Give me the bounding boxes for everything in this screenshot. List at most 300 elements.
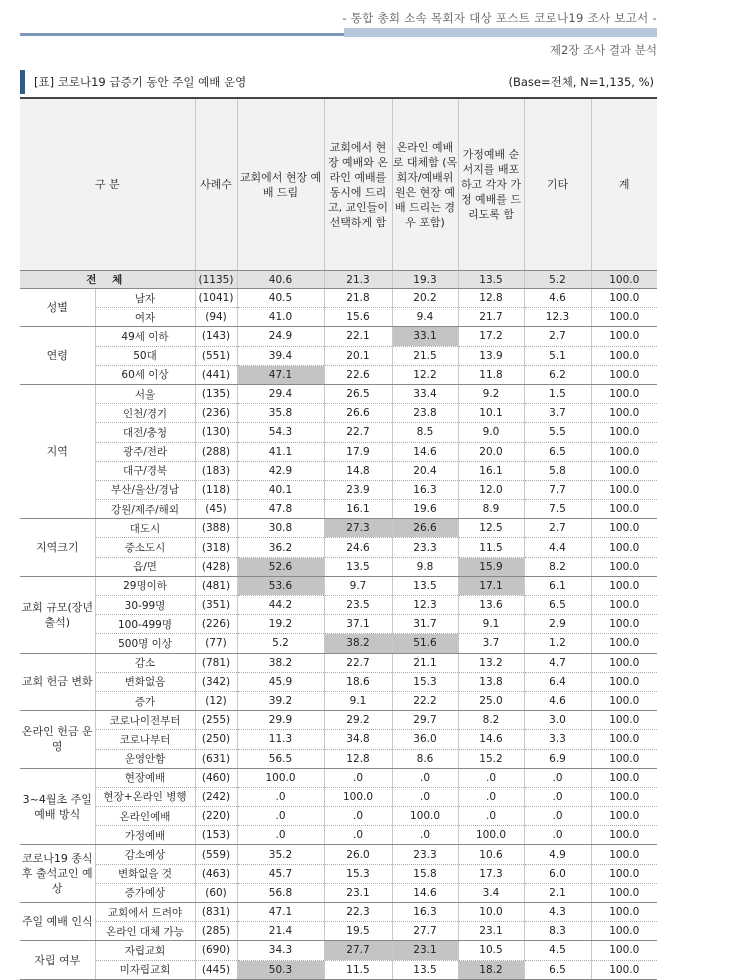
- row-value: 13.5: [392, 576, 458, 595]
- row-value: 8.5: [392, 423, 458, 442]
- row-value: 13.5: [324, 557, 392, 576]
- table-row: [20, 308, 657, 327]
- row-value: 100.0: [591, 672, 657, 691]
- row-value: 100.0: [591, 691, 657, 710]
- row-value: 26.5: [324, 384, 392, 403]
- row-value: 6.9: [524, 749, 591, 768]
- row-value: 1.5: [524, 384, 591, 403]
- row-value: 15.3: [324, 864, 392, 883]
- row-value: 13.9: [458, 346, 524, 365]
- row-n: (831): [195, 903, 237, 922]
- row-n: (60): [195, 883, 237, 902]
- row-value: 22.2: [392, 691, 458, 710]
- row-value: .0: [392, 768, 458, 787]
- total-n: (1135): [195, 271, 237, 289]
- row-n: (12): [195, 691, 237, 710]
- row-value: 12.5: [458, 519, 524, 538]
- row-value: 13.2: [458, 653, 524, 672]
- col-header-home: 가정예배 순서지를 배포하고 각자 가정 예배를 드리도록 함: [458, 98, 524, 271]
- row-sub-label: 변화없을 것: [95, 864, 195, 883]
- table-row: [20, 557, 657, 576]
- row-value: 34.8: [324, 730, 392, 749]
- row-sub-label: 미자립교회: [95, 960, 195, 979]
- row-value: 19.2: [237, 615, 324, 634]
- row-value: 14.6: [392, 883, 458, 902]
- row-sub-label: 여자: [95, 308, 195, 327]
- row-group-label: 코로나19 종식 후 출석교인 예상: [20, 845, 95, 903]
- row-value: 5.5: [524, 423, 591, 442]
- row-value: 6.5: [524, 960, 591, 979]
- row-value: 100.0: [591, 365, 657, 384]
- table-row: [20, 634, 657, 653]
- row-value: 100.0: [237, 768, 324, 787]
- row-value: 40.5: [237, 289, 324, 308]
- col-header-other: 기타: [524, 98, 591, 271]
- row-value: 27.7: [392, 922, 458, 941]
- table-row: [20, 289, 657, 308]
- row-n: (388): [195, 519, 237, 538]
- row-value: 4.6: [524, 289, 591, 308]
- row-value: 17.9: [324, 442, 392, 461]
- row-n: (77): [195, 634, 237, 653]
- row-n: (551): [195, 346, 237, 365]
- row-n: (242): [195, 787, 237, 806]
- row-value: 100.0: [591, 480, 657, 499]
- row-sub-label: 29명이하: [95, 576, 195, 595]
- header-row: [20, 98, 657, 271]
- table-row: [20, 480, 657, 499]
- row-n: (226): [195, 615, 237, 634]
- row-value: 100.0: [591, 500, 657, 519]
- row-sub-label: 읍/면: [95, 557, 195, 576]
- row-n: (143): [195, 327, 237, 346]
- row-sub-label: 온라인예배: [95, 807, 195, 826]
- row-sub-label: 서울: [95, 384, 195, 403]
- row-value: 40.1: [237, 480, 324, 499]
- table-row: [20, 423, 657, 442]
- row-value: 20.4: [392, 461, 458, 480]
- col-header-onsite: 교회에서 현장 예배 드림: [237, 98, 324, 271]
- row-value: 100.0: [591, 289, 657, 308]
- row-sub-label: 500명 이상: [95, 634, 195, 653]
- row-value: 23.1: [458, 922, 524, 941]
- row-value: 21.5: [392, 346, 458, 365]
- row-sub-label: 현장예배: [95, 768, 195, 787]
- row-value: 9.1: [458, 615, 524, 634]
- row-value: 10.0: [458, 903, 524, 922]
- row-sub-label: 운영안함: [95, 749, 195, 768]
- row-value: 52.6: [237, 557, 324, 576]
- row-value: 7.5: [524, 500, 591, 519]
- row-value: 9.1: [324, 691, 392, 710]
- row-n: (351): [195, 596, 237, 615]
- chapter-label: 제2장 조사 결과 분석: [549, 43, 657, 57]
- row-n: (631): [195, 749, 237, 768]
- row-value: 12.2: [392, 365, 458, 384]
- row-group-label: 온라인 헌금 운영: [20, 711, 95, 769]
- row-group-label: 3~4월초 주일예배 방식: [20, 768, 95, 845]
- row-value: 50.3: [237, 960, 324, 979]
- row-value: 100.0: [591, 423, 657, 442]
- row-n: (463): [195, 864, 237, 883]
- row-value: 100.0: [591, 730, 657, 749]
- row-value: 33.1: [392, 327, 458, 346]
- row-sub-label: 100-499명: [95, 615, 195, 634]
- row-value: 3.0: [524, 711, 591, 730]
- row-value: 100.0: [591, 596, 657, 615]
- table-row: [20, 538, 657, 557]
- table-row: [20, 960, 657, 979]
- row-value: 18.2: [458, 960, 524, 979]
- caption-marker: [20, 70, 25, 94]
- row-value: 4.6: [524, 691, 591, 710]
- row-value: .0: [458, 768, 524, 787]
- row-value: 100.0: [591, 327, 657, 346]
- table-base-note: (Base=전체, N=1,135, %): [508, 75, 654, 89]
- row-value: .0: [524, 768, 591, 787]
- row-value: 26.0: [324, 845, 392, 864]
- row-value: 100.0: [324, 787, 392, 806]
- row-n: (135): [195, 384, 237, 403]
- row-value: 6.5: [524, 596, 591, 615]
- row-value: 100.0: [392, 807, 458, 826]
- row-n: (428): [195, 557, 237, 576]
- row-value: 100.0: [591, 960, 657, 979]
- table-row: [20, 384, 657, 403]
- row-sub-label: 현장+온라인 병행: [95, 787, 195, 806]
- row-value: 23.1: [324, 883, 392, 902]
- row-value: 26.6: [324, 404, 392, 423]
- total-value: 5.2: [524, 271, 591, 289]
- row-sub-label: 코로나부터: [95, 730, 195, 749]
- row-value: .0: [524, 787, 591, 806]
- row-value: 4.3: [524, 903, 591, 922]
- row-value: 33.4: [392, 384, 458, 403]
- row-n: (94): [195, 308, 237, 327]
- row-value: 100.0: [591, 787, 657, 806]
- row-value: 10.1: [458, 404, 524, 423]
- row-value: 11.5: [324, 960, 392, 979]
- table-body: [20, 271, 657, 980]
- row-n: (318): [195, 538, 237, 557]
- row-value: 24.6: [324, 538, 392, 557]
- row-value: 16.3: [392, 903, 458, 922]
- row-value: .0: [237, 787, 324, 806]
- row-value: 29.9: [237, 711, 324, 730]
- row-value: 30.8: [237, 519, 324, 538]
- row-value: 100.0: [591, 922, 657, 941]
- row-value: 29.2: [324, 711, 392, 730]
- row-value: 2.9: [524, 615, 591, 634]
- row-value: 17.2: [458, 327, 524, 346]
- row-n: (445): [195, 960, 237, 979]
- table-row: [20, 749, 657, 768]
- row-value: 29.4: [237, 384, 324, 403]
- row-n: (285): [195, 922, 237, 941]
- row-value: 100.0: [591, 807, 657, 826]
- row-value: 24.9: [237, 327, 324, 346]
- row-value: 2.7: [524, 519, 591, 538]
- col-header-sum: 계: [591, 98, 657, 271]
- row-value: 23.5: [324, 596, 392, 615]
- row-value: 29.7: [392, 711, 458, 730]
- row-sub-label: 인천/경기: [95, 404, 195, 423]
- row-value: 100.0: [591, 883, 657, 902]
- row-value: 42.9: [237, 461, 324, 480]
- row-value: 9.2: [458, 384, 524, 403]
- row-group-label: 주일 예배 인식: [20, 903, 95, 941]
- row-value: .0: [392, 787, 458, 806]
- row-value: 14.6: [392, 442, 458, 461]
- row-value: .0: [458, 787, 524, 806]
- total-value: 40.6: [237, 271, 324, 289]
- row-value: 100.0: [591, 404, 657, 423]
- row-sub-label: 대구/경북: [95, 461, 195, 480]
- row-group-label: 성별: [20, 289, 95, 327]
- total-value: 21.3: [324, 271, 392, 289]
- row-value: 38.2: [324, 634, 392, 653]
- row-value: 35.8: [237, 404, 324, 423]
- row-sub-label: 코로나이전부터: [95, 711, 195, 730]
- row-value: 17.3: [458, 864, 524, 883]
- row-n: (441): [195, 365, 237, 384]
- row-value: 13.5: [392, 960, 458, 979]
- row-value: 54.3: [237, 423, 324, 442]
- total-value: 13.5: [458, 271, 524, 289]
- row-value: 3.3: [524, 730, 591, 749]
- row-value: 23.9: [324, 480, 392, 499]
- row-n: (250): [195, 730, 237, 749]
- table-row: [20, 903, 657, 922]
- row-group-label: 지역크기: [20, 519, 95, 577]
- row-sub-label: 대도시: [95, 519, 195, 538]
- row-value: 45.7: [237, 864, 324, 883]
- row-value: 23.8: [392, 404, 458, 423]
- row-value: 47.1: [237, 365, 324, 384]
- row-value: 14.8: [324, 461, 392, 480]
- row-n: (288): [195, 442, 237, 461]
- row-n: (255): [195, 711, 237, 730]
- row-value: 4.7: [524, 653, 591, 672]
- row-sub-label: 변화없음: [95, 672, 195, 691]
- row-sub-label: 감소예상: [95, 845, 195, 864]
- row-value: 34.3: [237, 941, 324, 960]
- row-value: .0: [324, 826, 392, 845]
- table-row: [20, 845, 657, 864]
- table-row: [20, 768, 657, 787]
- col-header-category: 구 분: [20, 98, 195, 271]
- row-value: 15.3: [392, 672, 458, 691]
- row-value: .0: [458, 807, 524, 826]
- row-value: 6.4: [524, 672, 591, 691]
- row-value: 23.3: [392, 845, 458, 864]
- row-value: 19.6: [392, 500, 458, 519]
- header-bar-light: [344, 28, 657, 37]
- row-value: 25.0: [458, 691, 524, 710]
- row-value: 22.1: [324, 327, 392, 346]
- row-value: 36.0: [392, 730, 458, 749]
- row-value: 100.0: [591, 768, 657, 787]
- row-value: .0: [237, 826, 324, 845]
- report-title: - 통합 총회 소속 목회자 대상 포스트 코로나19 조사 보고서 -: [342, 11, 657, 25]
- row-sub-label: 교회에서 드려야: [95, 903, 195, 922]
- row-value: 11.3: [237, 730, 324, 749]
- row-value: 53.6: [237, 576, 324, 595]
- row-n: (130): [195, 423, 237, 442]
- row-value: 15.9: [458, 557, 524, 576]
- row-value: 16.3: [392, 480, 458, 499]
- row-value: 38.2: [237, 653, 324, 672]
- col-header-n: 사례수: [195, 98, 237, 271]
- row-value: 12.8: [324, 749, 392, 768]
- row-value: 22.6: [324, 365, 392, 384]
- row-value: 47.1: [237, 903, 324, 922]
- row-value: 6.2: [524, 365, 591, 384]
- row-value: 39.2: [237, 691, 324, 710]
- total-value: 19.3: [392, 271, 458, 289]
- row-value: 56.5: [237, 749, 324, 768]
- row-value: 7.7: [524, 480, 591, 499]
- row-value: 11.8: [458, 365, 524, 384]
- row-value: .0: [524, 826, 591, 845]
- row-value: 100.0: [591, 557, 657, 576]
- row-value: .0: [237, 807, 324, 826]
- row-value: 8.2: [524, 557, 591, 576]
- row-value: 6.1: [524, 576, 591, 595]
- table-row: [20, 730, 657, 749]
- row-sub-label: 감소: [95, 653, 195, 672]
- row-value: 10.5: [458, 941, 524, 960]
- row-value: 16.1: [324, 500, 392, 519]
- row-n: (45): [195, 500, 237, 519]
- table-row: [20, 596, 657, 615]
- results-table: [20, 97, 657, 980]
- row-value: 11.5: [458, 538, 524, 557]
- total-label: 전 체: [20, 271, 195, 289]
- row-value: 51.6: [392, 634, 458, 653]
- table-row: [20, 404, 657, 423]
- row-value: 8.6: [392, 749, 458, 768]
- row-sub-label: 가정예배: [95, 826, 195, 845]
- row-sub-label: 강원/제주/해외: [95, 500, 195, 519]
- row-value: 100.0: [591, 864, 657, 883]
- row-value: 15.6: [324, 308, 392, 327]
- row-value: 22.7: [324, 653, 392, 672]
- row-value: 4.5: [524, 941, 591, 960]
- table-row: [20, 883, 657, 902]
- row-value: 5.2: [237, 634, 324, 653]
- row-value: 27.7: [324, 941, 392, 960]
- row-value: 100.0: [591, 941, 657, 960]
- row-value: 100.0: [591, 826, 657, 845]
- row-value: .0: [392, 826, 458, 845]
- col-header-hybrid: 교회에서 현장 예배와 온라인 예배를 동시에 드리고, 교인들이 선택하게 함: [324, 98, 392, 271]
- table-row: [20, 691, 657, 710]
- table-row: [20, 653, 657, 672]
- row-value: 9.0: [458, 423, 524, 442]
- table-row: [20, 711, 657, 730]
- row-value: 45.9: [237, 672, 324, 691]
- row-value: 27.3: [324, 519, 392, 538]
- row-group-label: 교회 헌금 변화: [20, 653, 95, 711]
- row-value: 14.6: [458, 730, 524, 749]
- table-row: [20, 365, 657, 384]
- row-value: 44.2: [237, 596, 324, 615]
- row-value: 100.0: [591, 749, 657, 768]
- table-row: [20, 787, 657, 806]
- row-value: 100.0: [591, 442, 657, 461]
- row-value: 36.2: [237, 538, 324, 557]
- table-row: [20, 922, 657, 941]
- row-value: 22.3: [324, 903, 392, 922]
- row-sub-label: 60세 이상: [95, 365, 195, 384]
- row-value: 8.2: [458, 711, 524, 730]
- row-value: 5.1: [524, 346, 591, 365]
- row-group-label: 교회 규모(장년출석): [20, 576, 95, 653]
- row-n: (690): [195, 941, 237, 960]
- row-value: 12.8: [458, 289, 524, 308]
- table-row: [20, 864, 657, 883]
- row-value: 4.9: [524, 845, 591, 864]
- row-value: 35.2: [237, 845, 324, 864]
- table-caption: [표] 코로나19 급증기 동안 주일 예배 운영: [34, 75, 247, 89]
- row-sub-label: 대전/충청: [95, 423, 195, 442]
- row-value: .0: [324, 807, 392, 826]
- row-value: 6.5: [524, 442, 591, 461]
- row-value: 37.1: [324, 615, 392, 634]
- row-value: 23.1: [392, 941, 458, 960]
- row-sub-label: 광주/전라: [95, 442, 195, 461]
- row-value: 20.1: [324, 346, 392, 365]
- row-value: 8.3: [524, 922, 591, 941]
- row-value: 9.7: [324, 576, 392, 595]
- row-sub-label: 부산/울산/경남: [95, 480, 195, 499]
- table-row: [20, 346, 657, 365]
- row-group-label: 지역: [20, 384, 95, 518]
- row-value: 3.7: [524, 404, 591, 423]
- row-value: 100.0: [591, 615, 657, 634]
- table-row: [20, 615, 657, 634]
- row-value: 20.2: [392, 289, 458, 308]
- row-value: 100.0: [591, 576, 657, 595]
- row-value: 13.8: [458, 672, 524, 691]
- row-value: 100.0: [591, 384, 657, 403]
- row-value: 41.0: [237, 308, 324, 327]
- row-value: 39.4: [237, 346, 324, 365]
- row-value: 100.0: [591, 711, 657, 730]
- row-value: 31.7: [392, 615, 458, 634]
- row-value: 100.0: [591, 346, 657, 365]
- table-row: [20, 500, 657, 519]
- row-sub-label: 자립교회: [95, 941, 195, 960]
- row-value: 17.1: [458, 576, 524, 595]
- row-value: 12.3: [524, 308, 591, 327]
- row-value: 100.0: [591, 634, 657, 653]
- row-value: 16.1: [458, 461, 524, 480]
- row-value: 100.0: [591, 519, 657, 538]
- row-value: 1.2: [524, 634, 591, 653]
- row-value: 2.7: [524, 327, 591, 346]
- row-value: 100.0: [591, 653, 657, 672]
- row-n: (460): [195, 768, 237, 787]
- row-value: 9.8: [392, 557, 458, 576]
- row-value: 22.7: [324, 423, 392, 442]
- total-row: [20, 271, 657, 289]
- row-value: 100.0: [591, 538, 657, 557]
- row-value: 13.6: [458, 596, 524, 615]
- row-sub-label: 증가예상: [95, 883, 195, 902]
- row-value: 100.0: [591, 308, 657, 327]
